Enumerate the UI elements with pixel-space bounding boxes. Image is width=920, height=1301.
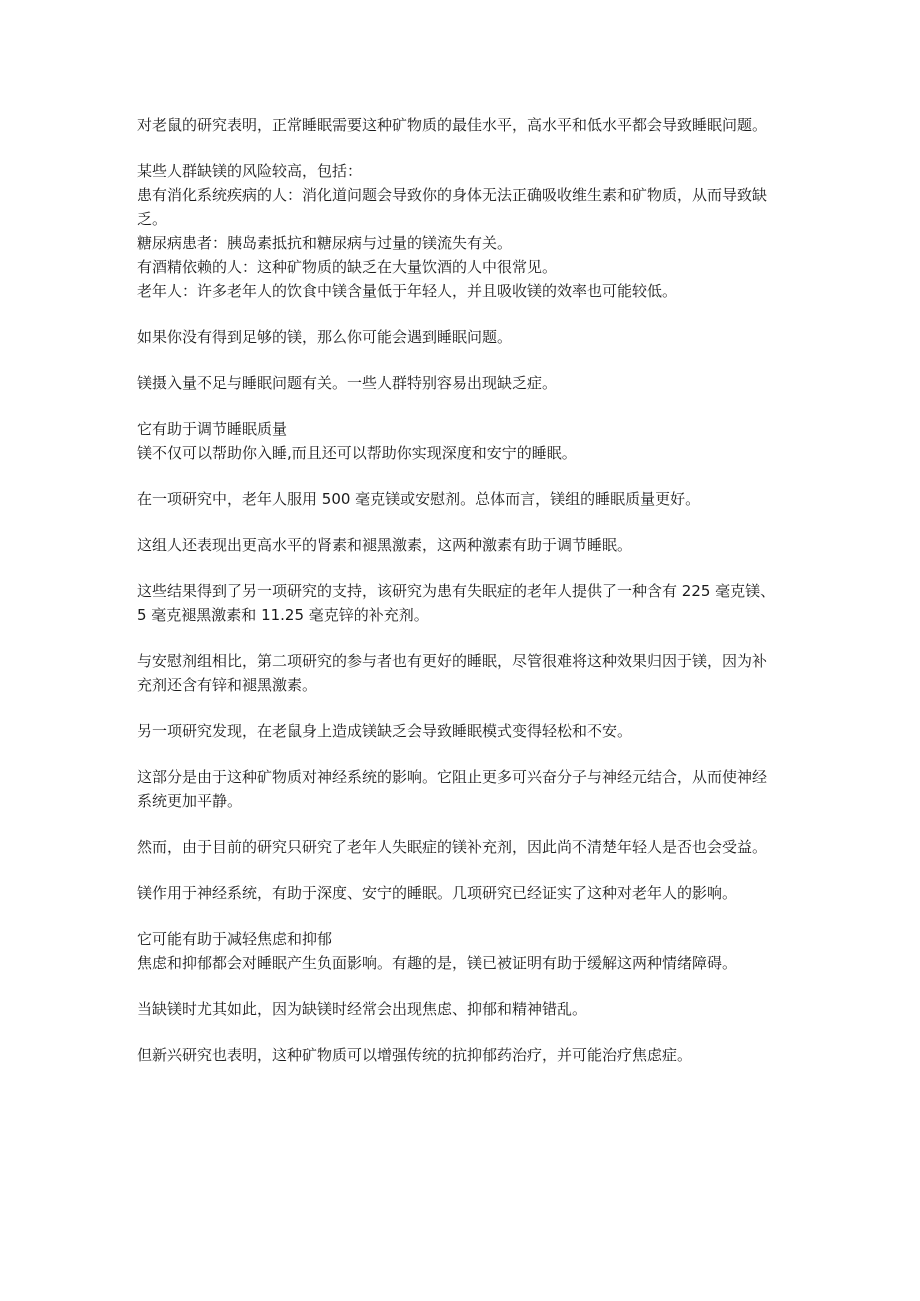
paragraph-line: 有酒精依赖的人：这种矿物质的缺乏在大量饮酒的人中很常见。 (137, 258, 558, 276)
paragraph-line: 当缺镁时尤其如此，因为缺镁时经常会出现焦虑、抑郁和精神错乱。 (137, 1000, 588, 1018)
document-body (137, 113, 777, 1089)
paragraph-line: 老年人：许多老年人的饮食中镁含量低于年轻人，并且吸收镁的效率也可能较低。 (137, 282, 678, 300)
paragraph-section-anxiety (137, 927, 777, 975)
paragraph (137, 533, 777, 557)
paragraph-risk-groups (137, 159, 777, 303)
section-heading: 它有助于调节睡眠质量 (137, 420, 288, 438)
paragraph (137, 765, 777, 813)
paragraph (137, 325, 777, 349)
paragraph (137, 881, 777, 905)
paragraph-line: 对老鼠的研究表明，正常睡眠需要这种矿物质的最佳水平，高水平和低水平都会导致睡眠问题。 (137, 116, 768, 134)
paragraph (137, 649, 777, 697)
paragraph (137, 113, 777, 137)
paragraph-line: 然而，由于目前的研究只研究了老年人失眠症的镁补充剂，因此尚不清楚年轻人是否也会受益。 (137, 838, 768, 856)
paragraph (137, 997, 777, 1021)
paragraph-line: 如果你没有得到足够的镁，那么你可能会遇到睡眠问题。 (137, 328, 513, 346)
paragraph (137, 487, 777, 511)
paragraph-line: 另一项研究发现，在老鼠身上造成镁缺乏会导致睡眠模式变得轻松和不安。 (137, 722, 633, 740)
paragraph-line: 在一项研究中，老年人服用 500 毫克镁或安慰剂。总体而言，镁组的睡眠质量更好。 (137, 490, 701, 508)
paragraph-line: 镁不仅可以帮助你入睡,而且还可以帮助你实现深度和安宁的睡眠。 (137, 444, 577, 462)
section-heading: 它可能有助于减轻焦虑和抑郁 (137, 930, 333, 948)
paragraph-line: 与安慰剂组相比，第二项研究的参与者也有更好的睡眠，尽管很难将这种效果归因于镁，因为补充剂还含有锌和褪黑激素。 (137, 652, 768, 694)
paragraph-line: 这些结果得到了另一项研究的支持，该研究为患有失眠症的老年人提供了一种含有 225 毫克镁、5 毫克褪黑激素和 11.25 毫克锌的补充剂。 (137, 582, 776, 624)
paragraph-line: 但新兴研究也表明，这种矿物质可以增强传统的抗抑郁药治疗，并可能治疗焦虑症。 (137, 1046, 693, 1064)
paragraph-line: 镁摄入量不足与睡眠问题有关。一些人群特别容易出现缺乏症。 (137, 374, 558, 392)
paragraph-line: 患有消化系统疾病的人：消化道问题会导致你的身体无法正确吸收维生素和矿物质，从而导致缺乏。 (137, 186, 768, 228)
paragraph (137, 579, 777, 627)
paragraph (137, 1043, 777, 1067)
paragraph-line: 某些人群缺镁的风险较高，包括： (137, 162, 363, 180)
paragraph (137, 835, 777, 859)
paragraph-section-sleep-quality (137, 417, 777, 465)
paragraph-line: 这组人还表现出更高水平的肾素和褪黑激素，这两种激素有助于调节睡眠。 (137, 536, 633, 554)
paragraph (137, 371, 777, 395)
paragraph-line: 糖尿病患者：胰岛素抵抗和糖尿病与过量的镁流失有关。 (137, 234, 513, 252)
paragraph (137, 719, 777, 743)
paragraph-line: 这部分是由于这种矿物质对神经系统的影响。它阻止更多可兴奋分子与神经元结合，从而使神经系统更加平静。 (137, 768, 768, 810)
paragraph-line: 焦虑和抑郁都会对睡眠产生负面影响。有趣的是，镁已被证明有助于缓解这两种情绪障碍。 (137, 954, 738, 972)
paragraph-line: 镁作用于神经系统，有助于深度、安宁的睡眠。几项研究已经证实了这种对老年人的影响。 (137, 884, 738, 902)
